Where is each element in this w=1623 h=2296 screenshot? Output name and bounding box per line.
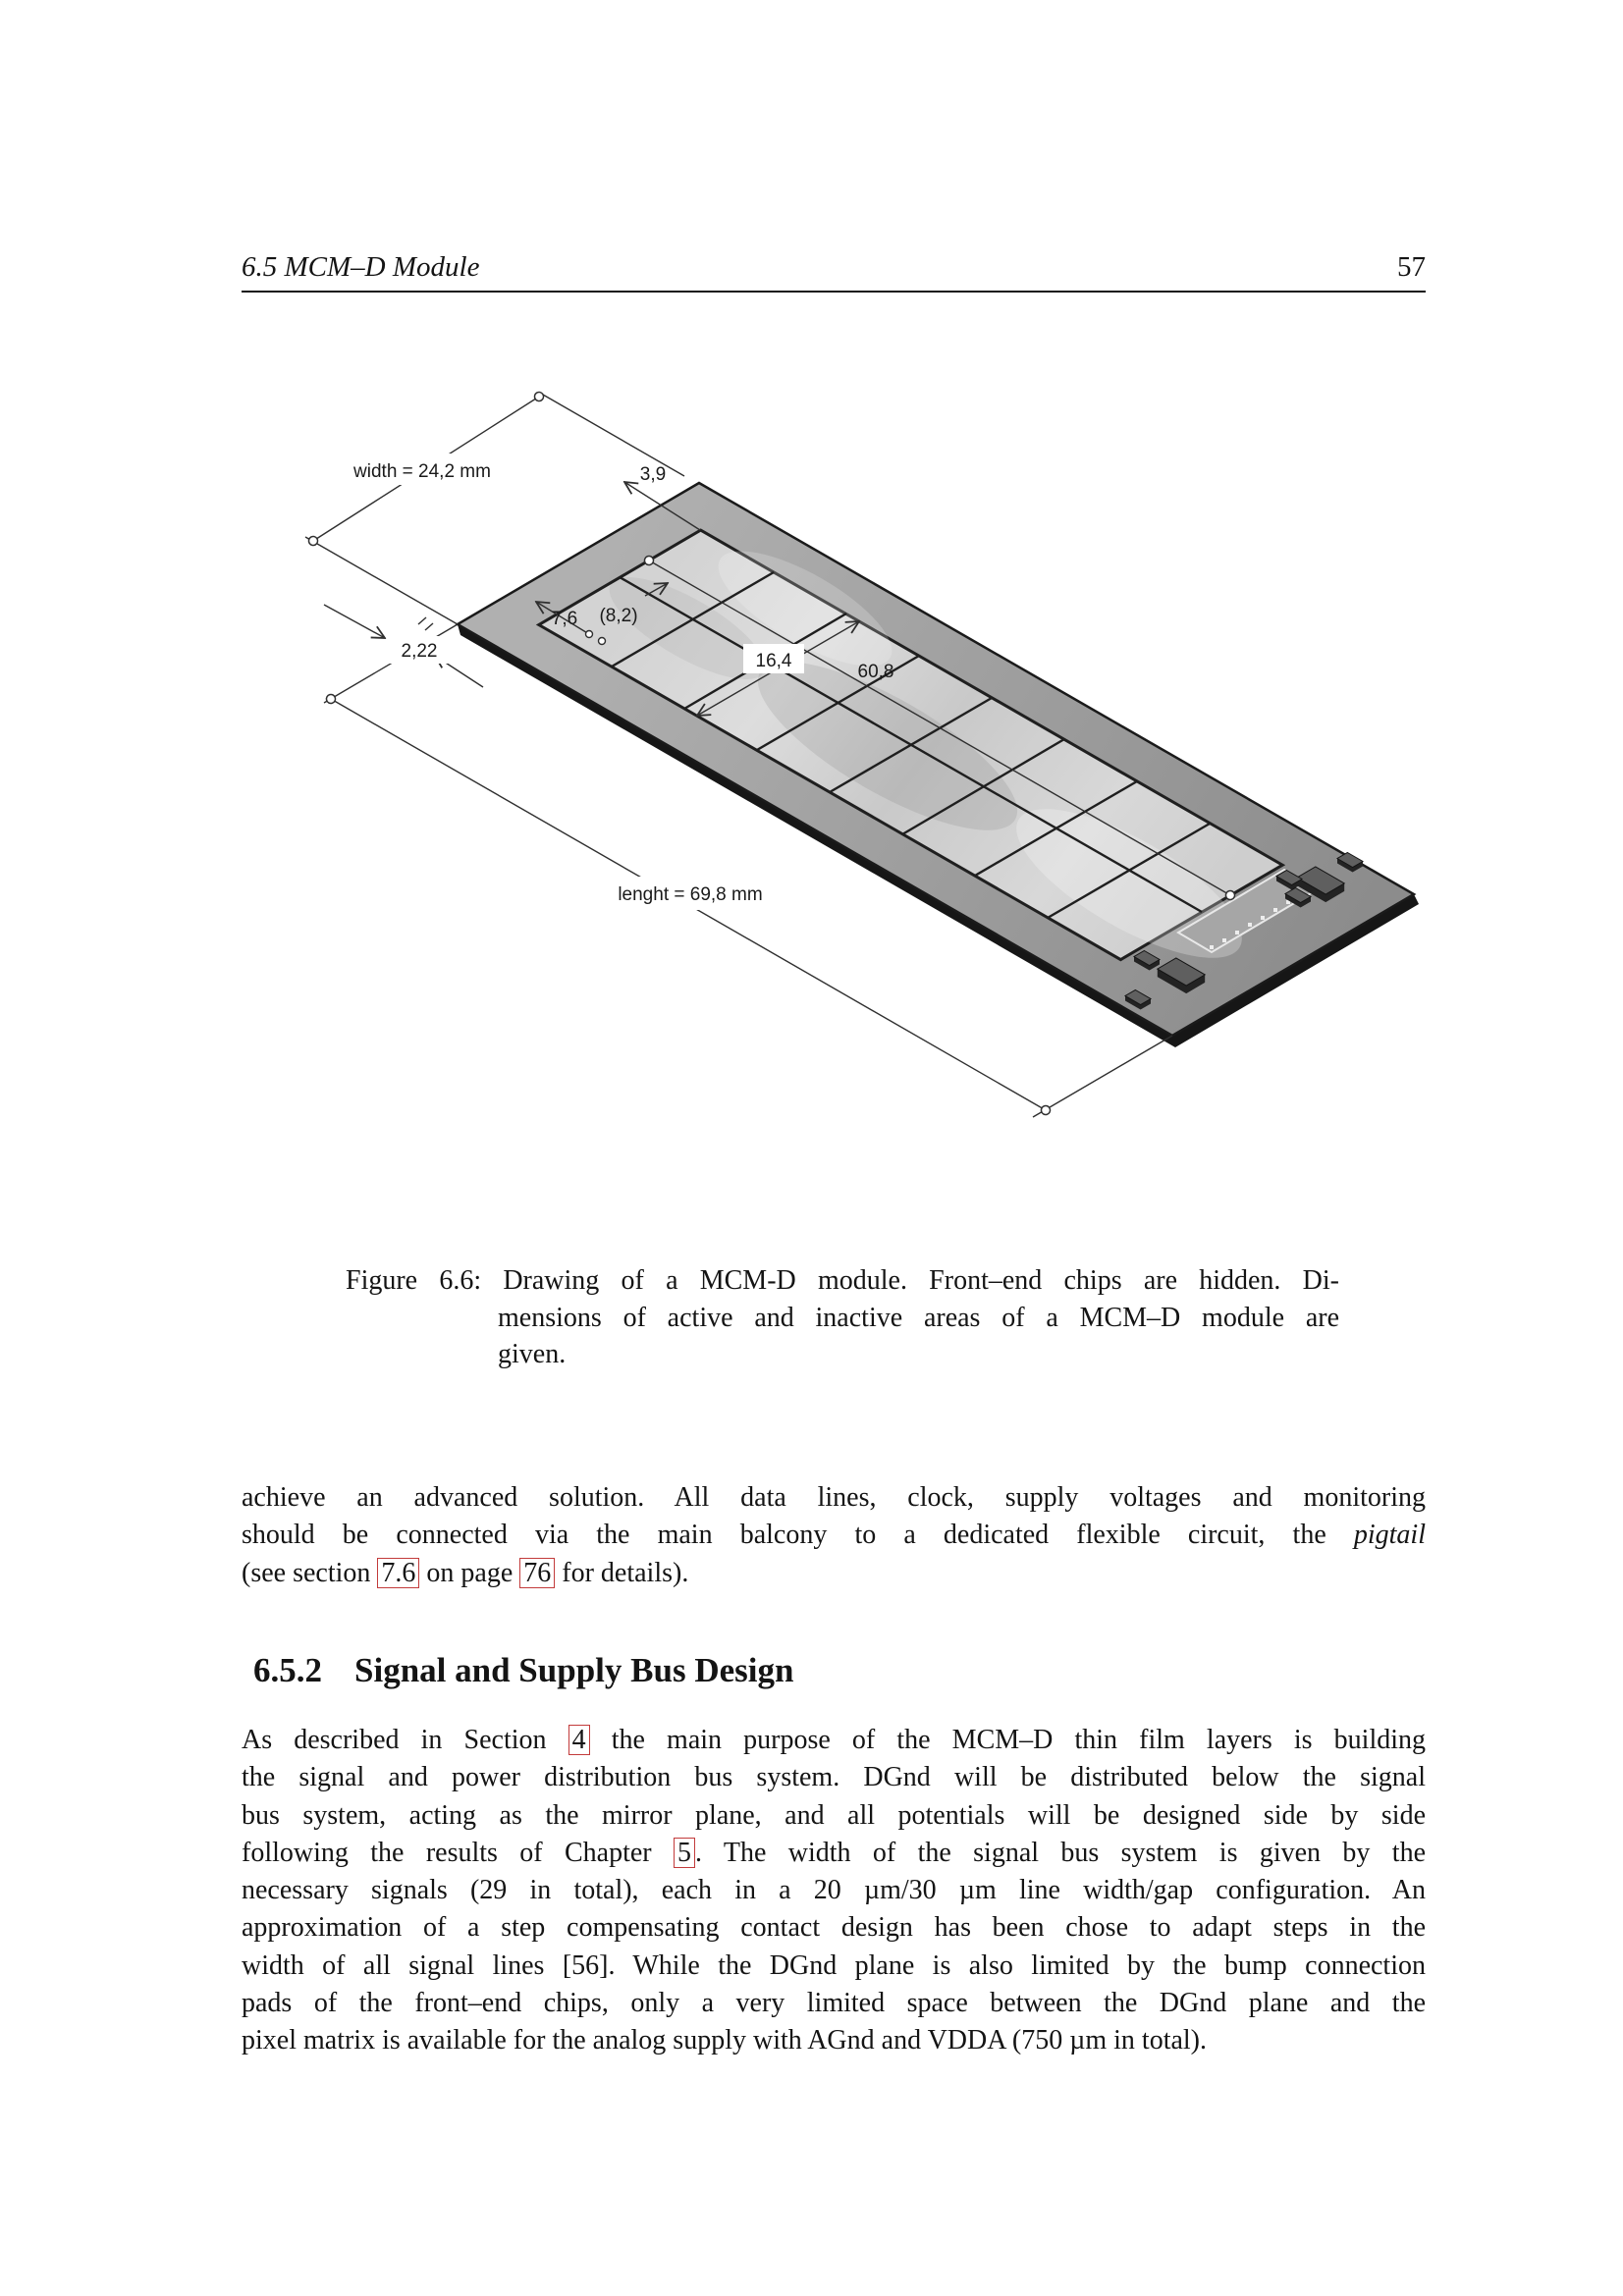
dim-3-9-label: 3,9: [639, 464, 667, 485]
body-line: bus system, acting as the mirror plane, and all potentials will be designed side by side: [242, 1799, 1426, 1831]
body-line: the signal and power distribution bus system. DGnd will be distributed below the signal: [242, 1762, 1426, 1793]
body-line: achieve an advanced solution. All data lines, clock, supply voltages and monitoring: [242, 1482, 1426, 1513]
header-section-title: 6.5 MCM–D Module: [242, 251, 480, 283]
body-text: on page: [419, 1557, 520, 1588]
body-line: [242, 1722, 1426, 1759]
body-line: pads of the front–end chips, only a very limited space between the DGnd plane and the: [242, 1988, 1426, 2019]
body-text: (see section: [242, 1557, 378, 1588]
body-line: [242, 1555, 1426, 1592]
paragraph-bus-design: [242, 1722, 1426, 2060]
body-line: necessary signals (29 in total), each in a 20 µm/30 µm line width/gap configuration. An: [242, 1875, 1426, 1906]
body-text: As described in Section: [242, 1725, 568, 1755]
body-text: the main purpose of the MCM–D thin film layers is building: [589, 1725, 1427, 1755]
width-dimension-label: width = 24,2 mm: [353, 461, 491, 482]
section-link-4[interactable]: 4: [568, 1725, 590, 1755]
dim-60-8-label: 60,8: [857, 662, 894, 682]
caption-line: given.: [498, 1339, 567, 1369]
caption-text: Drawing of a MCM-D module. Front–end chips are hidden. Di-: [481, 1265, 1339, 1296]
caption-label: Figure 6.6:: [346, 1265, 482, 1296]
dim-2-22-label: 2,22: [401, 641, 438, 662]
body-line: [242, 1835, 1426, 1872]
dim-7-6-label: 7,6: [551, 609, 578, 629]
figure-caption: [346, 1262, 1339, 1373]
body-line: approximation of a step compensating contact design has been chose to adapt steps in the: [242, 1912, 1426, 1944]
dim-16-4-label: 16,4: [755, 651, 792, 671]
length-dimension-label: lenght = 69,8 mm: [618, 884, 763, 905]
body-text: . The width of the signal bus system is given by the: [694, 1837, 1426, 1868]
dim-8-2-label: (8,2): [599, 606, 638, 626]
chapter-link-5[interactable]: 5: [674, 1838, 695, 1868]
section-heading-title: Signal and Supply Bus Design: [354, 1651, 794, 1689]
body-text: should be connected via the main balcony to a dedicated flexible circuit, the: [242, 1520, 1354, 1551]
section-link-7-6[interactable]: 7.6: [377, 1558, 419, 1588]
pigtail-term: pigtail: [1353, 1520, 1426, 1551]
caption-line: [346, 1262, 1339, 1300]
section-heading: [253, 1653, 1426, 1688]
page-number: 57: [1397, 251, 1426, 283]
caption-line: mensions of active and inactive areas of a MCM–D module are: [498, 1302, 1339, 1333]
body-line: [242, 1517, 1426, 1554]
paragraph-pigtail: [242, 1479, 1426, 1592]
mcm-module-body: [458, 483, 1419, 1047]
body-line: pixel matrix is available for the analog supply with AGnd and VDDA (750 µm in total).: [242, 2025, 1208, 2056]
body-text: for details).: [555, 1557, 689, 1588]
section-heading-number: 6.5.2: [253, 1651, 322, 1689]
page-link-76[interactable]: 76: [519, 1558, 555, 1588]
body-line: width of all signal lines [56]. While the DGnd plane is also limited by the bump connection: [242, 1949, 1426, 1981]
body-text: following the results of Chapter: [242, 1837, 674, 1868]
